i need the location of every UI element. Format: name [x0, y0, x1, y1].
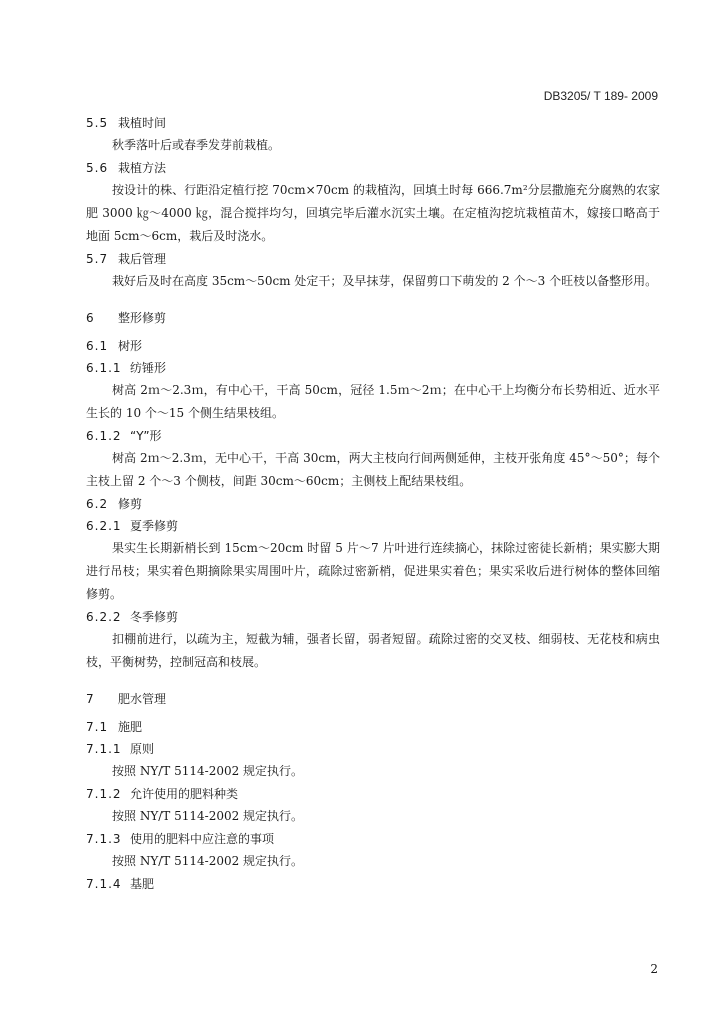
section-number: 6	[86, 311, 95, 325]
section-heading	[86, 425, 660, 447]
section-title: 纺锤形	[130, 361, 167, 375]
section-heading	[86, 515, 660, 537]
section-title: 肥水管理	[118, 692, 167, 706]
paragraph: 果实生长期新梢长到 15cm～20cm 时留 5 片～7 片叶进行连续摘心，抹除过密徒长新梢；果实膨大期进行吊枝；果实着色期摘除果实周围叶片，疏除过密新梢，促进果实着色；果实采收后进行树体的整体回缩修剪。	[86, 541, 660, 601]
page-number: 2	[650, 962, 658, 976]
paragraph: 扣棚前进行，以疏为主，短截为辅，强者长留，弱者短留。疏除过密的交叉枝、细弱枝、无花枝和病虫枝，平衡树势，控制冠高和枝展。	[86, 632, 660, 669]
section-heading	[86, 248, 660, 270]
section-number: 7	[86, 692, 95, 706]
paragraph: 按设计的株、行距沿定植行挖 70cm×70cm 的栽植沟，回填土时每 666.7m²分层撒施充分腐熟的农家肥 3000 ㎏～4000 ㎏，混合搅拌均匀，回填完毕后灌水沉实土壤。在定植沟挖坑栽植苗木，嫁接口略高于地面 5cm～6cm，栽后及时浇水。	[86, 183, 660, 243]
paragraph: 树高 2ｍ～2.3ｍ，无中心干，干高 30cm，两大主枝向行间两侧延伸，主枝开张角度 45°～50°；每个主枝上留 2 个～3 个侧枝，间距 30cm～60cm；主侧枝上配结果枝组。	[86, 451, 660, 488]
chapter-heading	[86, 688, 660, 710]
section-title: 整形修剪	[118, 311, 167, 325]
section-heading	[86, 357, 660, 379]
section-heading	[86, 738, 660, 760]
section-heading	[86, 157, 660, 179]
paragraph: 按照 NY/T 5114-2002 规定执行。	[112, 764, 304, 778]
section-number: 6.1.2	[86, 429, 122, 443]
section-title: 栽植方法	[118, 161, 167, 175]
section-title: 夏季修剪	[130, 519, 179, 533]
section-heading	[86, 716, 660, 738]
section-number: 7.1.1	[86, 742, 122, 756]
paragraph: 按照 NY/T 5114-2002 规定执行。	[112, 854, 304, 868]
section-number: 6.1.1	[86, 361, 122, 375]
section-title: 树形	[118, 339, 143, 353]
section-heading	[86, 606, 660, 628]
section-heading	[86, 873, 660, 895]
section-title: 冬季修剪	[130, 610, 179, 624]
section-number: 6.1	[86, 339, 109, 353]
section-heading	[86, 783, 660, 805]
section-number: 6.2.2	[86, 610, 122, 624]
chapter-heading	[86, 307, 660, 329]
section-title: “Y”形	[130, 429, 162, 443]
document-body	[86, 112, 660, 895]
paragraph: 栽好后及时在高度 35cm～50cm 处定干；及早抹芽，保留剪口下萌发的 2 个～3 个旺枝以备整形用。	[112, 274, 658, 288]
paragraph: 树高 2ｍ～2.3ｍ，有中心干，干高 50cm，冠径 1.5ｍ～2ｍ；在中心干上均衡分布长势相近、近水平生长的 10 个～15 个侧生结果枝组。	[86, 383, 660, 420]
section-title: 施肥	[118, 720, 143, 734]
section-title: 栽植时间	[118, 116, 167, 130]
section-title: 使用的肥料中应注意的事项	[130, 832, 275, 846]
paragraph: 按照 NY/T 5114-2002 规定执行。	[112, 809, 304, 823]
section-number: 5.5	[86, 116, 109, 130]
section-heading	[86, 493, 660, 515]
section-heading	[86, 335, 660, 357]
section-title: 原则	[130, 742, 155, 756]
paragraph: 秋季落叶后或春季发芽前栽植。	[112, 138, 281, 152]
section-number: 7.1	[86, 720, 109, 734]
standard-code: DB3205/ T 189- 2009	[543, 89, 658, 103]
section-title: 栽后管理	[118, 252, 167, 266]
section-heading	[86, 112, 660, 134]
section-title: 基肥	[130, 877, 155, 891]
section-number: 5.7	[86, 252, 109, 266]
section-title: 允许使用的肥料种类	[130, 787, 239, 801]
section-heading	[86, 828, 660, 850]
section-number: 7.1.2	[86, 787, 122, 801]
section-title: 修剪	[118, 497, 143, 511]
section-number: 7.1.4	[86, 877, 122, 891]
section-number: 6.2.1	[86, 519, 122, 533]
section-number: 6.2	[86, 497, 109, 511]
section-number: 5.6	[86, 161, 109, 175]
section-number: 7.1.3	[86, 832, 122, 846]
